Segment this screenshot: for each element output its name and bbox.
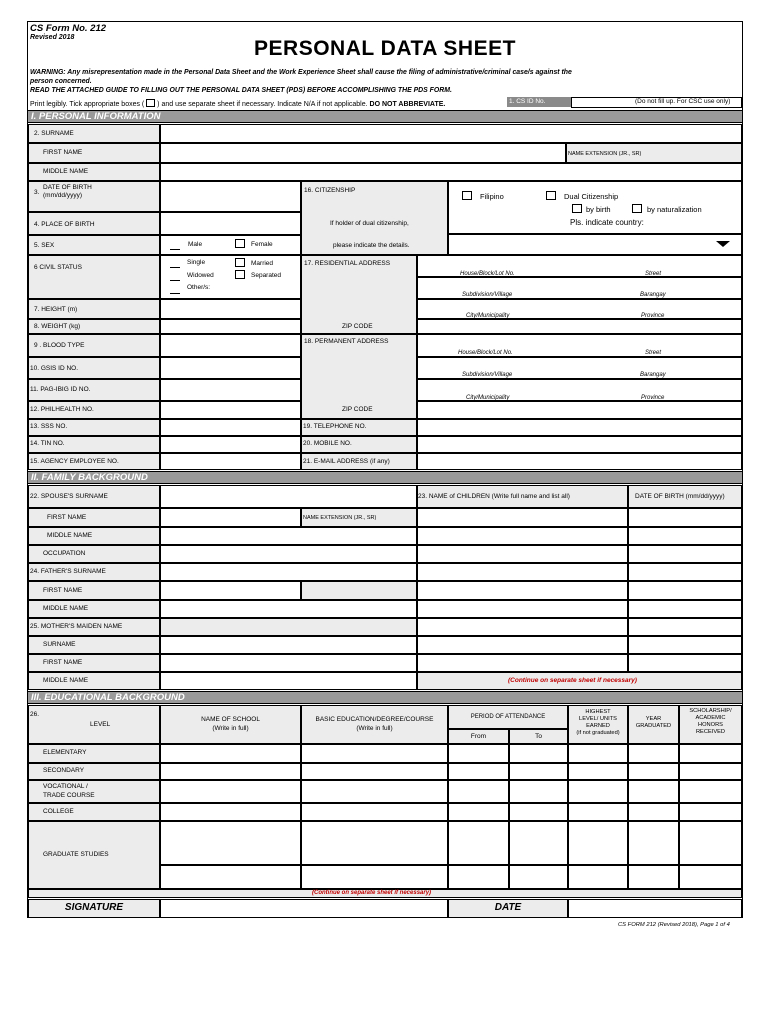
separated-checkbox[interactable] <box>235 270 245 279</box>
course-header-label: BASIC EDUCATION/DEGREE/COURSE <box>315 716 434 723</box>
education-elementary-field[interactable] <box>160 744 301 763</box>
res-subd-caption: Subdivision/Village <box>462 292 513 298</box>
education-graduate-studies-field[interactable] <box>679 821 742 865</box>
child-dob-field[interactable] <box>628 636 742 654</box>
tin-label: 14. TIN NO. <box>30 440 65 447</box>
tick-sample-checkbox <box>146 99 155 107</box>
pob-label: 4. PLACE OF BIRTH <box>34 221 95 228</box>
res-zip-field[interactable] <box>417 319 742 334</box>
sss-label: 13. SSS NO. <box>30 423 68 430</box>
gsis-field[interactable] <box>160 357 301 379</box>
chevron-down-icon[interactable] <box>716 241 730 247</box>
education-secondary-field[interactable] <box>509 763 568 780</box>
father-first-label: FIRST NAME <box>43 587 83 594</box>
pagibig-label: 11. PAG-IBIG ID NO. <box>30 386 91 393</box>
education-college-field[interactable] <box>628 803 679 821</box>
child-dob-field[interactable] <box>628 654 742 672</box>
mobile-field[interactable] <box>417 436 742 453</box>
education-graduate-studies-field[interactable] <box>448 821 509 865</box>
education-number: 26. <box>30 711 40 718</box>
dual-citizenship-label: Dual Citizenship <box>564 192 619 201</box>
education-vocational-field[interactable] <box>509 780 568 803</box>
signature-label: SIGNATURE <box>64 902 124 913</box>
education-college-field[interactable] <box>509 803 568 821</box>
permanent-zip-label: ZIP CODE <box>342 406 373 413</box>
res-city-caption: City/Municipality <box>466 313 510 319</box>
highest-header-line-4: (if not graduated) <box>576 730 620 736</box>
blood-type-field[interactable] <box>160 334 301 357</box>
cs-id-label: 1. CS ID No. <box>507 97 571 107</box>
first-name-label: FIRST NAME <box>43 149 83 156</box>
child-dob-field[interactable] <box>628 563 742 581</box>
school-header-note: (Write in full) <box>212 725 249 732</box>
by-birth-label: by birth <box>586 205 611 214</box>
occupation-field[interactable] <box>160 545 417 563</box>
civil-status-label-cell <box>28 255 160 299</box>
father-middle-field[interactable] <box>160 600 417 618</box>
education-elementary-field[interactable] <box>448 744 509 763</box>
education-vocational-field[interactable] <box>679 780 742 803</box>
education-secondary-field[interactable] <box>448 763 509 780</box>
email-field[interactable] <box>417 453 742 470</box>
perm-street-caption: Street <box>645 350 662 356</box>
education-graduate-studies-field[interactable] <box>568 865 628 889</box>
mother-surname-field[interactable] <box>160 636 417 654</box>
father-first-field[interactable] <box>160 581 301 600</box>
filipino-label: Filipino <box>480 192 504 201</box>
page-title: PERSONAL DATA SHEET <box>254 37 516 60</box>
education-college-field[interactable] <box>448 803 509 821</box>
warning-line-1: WARNING: Any misrepresentation made in the Personal Data Sheet and the Work Experience Sheet shall cause the filing of administrative/criminal case/s against the <box>30 69 572 76</box>
perm-province-caption: Province <box>641 395 665 401</box>
date-field[interactable] <box>568 899 742 918</box>
spouse-first-label: FIRST NAME <box>47 514 87 521</box>
father-surname-label: 24. FATHER'S SURNAME <box>30 568 106 575</box>
female-checkbox[interactable] <box>235 239 245 248</box>
res-house-caption: House/Block/Lot No. <box>460 271 515 277</box>
child-name-field[interactable] <box>417 636 628 654</box>
education-vocational-field[interactable] <box>160 780 301 803</box>
by-birth-checkbox[interactable] <box>572 204 582 213</box>
scholarship-header-line-4: RECEIVED <box>695 729 726 735</box>
education-elementary-field[interactable] <box>568 744 628 763</box>
print-instructions-b: ) and use separate sheet if necessary. Indicate N/A if not applicable. <box>157 101 368 108</box>
education-vocational-field[interactable] <box>568 780 628 803</box>
sss-field[interactable] <box>160 419 301 436</box>
mother-surname-label: SURNAME <box>43 641 76 648</box>
middle-name-field[interactable] <box>160 163 742 181</box>
mother-maiden-label: 25. MOTHER'S MAIDEN NAME <box>30 623 123 630</box>
signature-field[interactable] <box>160 899 448 918</box>
middle-name-label: MIDDLE NAME <box>43 168 89 175</box>
section-personal-information: I. PERSONAL INFORMATION <box>28 110 742 123</box>
education-level-vocational-label: VOCATIONAL / <box>43 782 88 790</box>
date-label: DATE <box>494 902 522 913</box>
by-naturalization-checkbox[interactable] <box>632 204 642 213</box>
education-graduate-studies-field[interactable] <box>160 821 301 865</box>
form-revised: Revised 2018 <box>30 34 75 41</box>
perm-zip-field[interactable] <box>417 401 742 419</box>
child-name-field[interactable] <box>417 545 628 563</box>
dob-label: DATE OF BIRTH <box>43 184 92 191</box>
education-graduate-studies-field[interactable] <box>301 865 448 889</box>
read-guide: READ THE ATTACHED GUIDE TO FILLING OUT THE PERSONAL DATA SHEET (PDS) BEFORE ACCOMPLISHING THE PDS FORM. <box>30 87 452 94</box>
telephone-field[interactable] <box>417 419 742 436</box>
period-header-label: PERIOD OF ATTENDANCE <box>470 714 546 720</box>
education-elementary-field[interactable] <box>628 744 679 763</box>
single-checkbox[interactable] <box>170 267 180 268</box>
education-graduate-studies-field[interactable] <box>679 865 742 889</box>
spouse-surname-field[interactable] <box>160 485 417 508</box>
occupation-label: OCCUPATION <box>43 550 86 557</box>
res-street-caption: Street <box>645 271 662 277</box>
widowed-label: Widowed <box>187 272 214 279</box>
father-surname-field[interactable] <box>160 563 417 581</box>
married-label: Married <box>251 260 274 267</box>
child-name-field[interactable] <box>417 600 628 618</box>
spouse-first-field[interactable] <box>160 508 301 527</box>
sex-field <box>160 235 301 255</box>
email-label: 21. E-MAIL ADDRESS (if any) <box>303 458 390 465</box>
education-graduate-studies-field[interactable] <box>301 821 448 865</box>
mother-first-field[interactable] <box>160 654 417 672</box>
residential-zip-label: ZIP CODE <box>342 323 373 330</box>
education-secondary-field[interactable] <box>679 763 742 780</box>
education-elementary-field[interactable] <box>679 744 742 763</box>
gsis-label: 10. GSIS ID NO. <box>30 365 79 372</box>
widowed-checkbox[interactable] <box>170 280 180 281</box>
year-graduated-header-line-2: GRADUATED <box>635 723 672 729</box>
agency-employee-field[interactable] <box>160 453 301 470</box>
to-header-label: To <box>535 733 542 740</box>
mother-middle-label: MIDDLE NAME <box>43 677 89 684</box>
scholarship-header-line-3: HONORS <box>698 722 723 728</box>
pagibig-field[interactable] <box>160 379 301 401</box>
filipino-checkbox[interactable] <box>462 191 472 200</box>
from-header-label: From <box>470 733 487 740</box>
dual-citizenship-checkbox[interactable] <box>546 191 556 200</box>
education-secondary-field[interactable] <box>301 763 448 780</box>
separated-label: Separated <box>251 272 281 279</box>
pob-field[interactable] <box>160 212 301 235</box>
telephone-label: 19. TELEPHONE NO. <box>303 423 367 430</box>
child-dob-field[interactable] <box>628 618 742 636</box>
dob-field[interactable] <box>160 181 301 212</box>
warning-text <box>30 68 740 86</box>
form-number: CS Form No. 212 <box>30 23 107 34</box>
education-level-graduate-studies-label: GRADUATE STUDIES <box>43 850 109 858</box>
child-dob-field[interactable] <box>628 508 742 527</box>
education-continue-note: (Continue on separate sheet if necessary) <box>312 890 432 896</box>
section-educational-background: III. EDUCATIONAL BACKGROUND <box>28 691 742 704</box>
indicate-country-label: Pls. indicate country: <box>570 218 644 227</box>
perm-subd-caption: Subdivision/Village <box>462 372 513 378</box>
children-dob-label: DATE OF BIRTH (mm/dd/yyyy) <box>635 493 725 500</box>
country-dropdown[interactable] <box>448 234 742 255</box>
education-elementary-field[interactable] <box>301 744 448 763</box>
first-name-field[interactable] <box>160 143 566 163</box>
warning-line-2: person concerned. <box>30 78 92 85</box>
others-checkbox[interactable] <box>170 293 180 294</box>
education-elementary-field[interactable] <box>509 744 568 763</box>
spouse-middle-label: MIDDLE NAME <box>47 532 93 539</box>
education-graduate-studies-field[interactable] <box>160 865 301 889</box>
education-level-college-label: COLLEGE <box>43 807 74 815</box>
sex-label: 5. SEX <box>34 242 55 249</box>
by-naturalization-label: by naturalization <box>647 205 702 214</box>
mother-maiden-field <box>160 618 417 636</box>
height-label: 7. HEIGHT (m) <box>34 306 78 313</box>
dual-indicate-note: please indicate the details. <box>333 242 410 249</box>
surname-label: 2. SURNAME <box>34 130 74 137</box>
married-checkbox[interactable] <box>235 258 245 267</box>
residential-address-label: 17. RESIDENTIAL ADDRESS <box>304 260 391 267</box>
education-graduate-studies-field[interactable] <box>509 865 568 889</box>
perm-house-caption: House/Block/Lot No. <box>458 350 513 356</box>
csc-use-only: (Do not fill up. For CSC use only) <box>635 98 731 105</box>
section-family-background: II. FAMILY BACKGROUND <box>28 471 742 484</box>
scholarship-header-line-1: SCHOLARSHIP/ <box>689 708 732 714</box>
mother-first-label: FIRST NAME <box>43 659 83 666</box>
weight-label: 8. WEIGHT (kg) <box>34 323 81 330</box>
philhealth-label: 12. PHILHEALTH NO. <box>30 406 94 413</box>
child-dob-field[interactable] <box>628 545 742 563</box>
dual-holder-note: If holder of dual citizenship, <box>330 220 409 227</box>
child-name-field[interactable] <box>417 563 628 581</box>
child-dob-field[interactable] <box>628 581 742 600</box>
no-abbreviate: DO NOT ABBREVIATE. <box>369 101 446 108</box>
scholarship-header-line-2: ACADEMIC <box>695 715 726 721</box>
name-extension-label: NAME EXTENSION (JR., SR) <box>568 151 642 157</box>
children-continue-note: (Continue on separate sheet if necessary) <box>508 677 637 684</box>
highest-header-line-3: EARNED <box>586 723 610 729</box>
father-middle-label: MIDDLE NAME <box>43 605 89 612</box>
perm-barangay-caption: Barangay <box>640 372 666 378</box>
education-graduate-studies-field[interactable] <box>448 865 509 889</box>
res-barangay-caption: Barangay <box>640 292 666 298</box>
male-checkbox[interactable] <box>170 249 180 250</box>
education-college-field[interactable] <box>301 803 448 821</box>
child-name-field[interactable] <box>417 508 628 527</box>
education-level-secondary-label: SECONDARY <box>43 767 85 774</box>
education-vocational-field[interactable] <box>628 780 679 803</box>
single-label: Single <box>187 259 206 266</box>
mother-middle-field[interactable] <box>160 672 417 690</box>
education-college-field[interactable] <box>568 803 628 821</box>
child-name-field[interactable] <box>417 581 628 600</box>
education-college-field[interactable] <box>679 803 742 821</box>
child-dob-field[interactable] <box>628 600 742 618</box>
tin-field[interactable] <box>160 436 301 453</box>
agency-employee-label: 15. AGENCY EMPLOYEE NO. <box>30 458 119 465</box>
citizenship-label: 16. CITIZENSHIP <box>304 187 356 194</box>
education-vocational-field[interactable] <box>448 780 509 803</box>
page-footer: CS FORM 212 (Revised 2018), Page 1 of 4 <box>618 922 730 928</box>
education-graduate-studies-field[interactable] <box>628 865 679 889</box>
education-secondary-field[interactable] <box>628 763 679 780</box>
child-name-field[interactable] <box>417 527 628 545</box>
spouse-surname-label: 22. SPOUSE'S SURNAME <box>30 493 108 500</box>
weight-field[interactable] <box>160 319 301 334</box>
civil-status-label: 6 CIVIL STATUS <box>34 264 82 271</box>
education-level-vocational-label: TRADE COURSE <box>43 791 95 799</box>
education-vocational-field[interactable] <box>301 780 448 803</box>
year-graduated-header-line-1: YEAR <box>645 716 662 722</box>
perm-city-caption: City/Municipality <box>466 395 510 401</box>
blood-type-label: 9 . BLOOD TYPE <box>34 342 85 349</box>
spouse-middle-field[interactable] <box>160 527 417 545</box>
female-label: Female <box>251 241 273 248</box>
education-secondary-field[interactable] <box>568 763 628 780</box>
philhealth-field[interactable] <box>160 401 301 419</box>
dob-number: 3. <box>34 189 40 196</box>
education-graduate-studies-field[interactable] <box>628 821 679 865</box>
children-name-label: 23. NAME of CHILDREN (Write full name and list all) <box>418 493 570 500</box>
school-header-label: NAME OF SCHOOL <box>201 716 260 723</box>
course-header-note: (Write in full) <box>356 725 393 732</box>
highest-header-line-2: LEVEL/ UNITS <box>579 716 617 722</box>
spouse-name-extension-label: NAME EXTENSION (JR., SR) <box>303 515 377 521</box>
permanent-address-label: 18. PERMANENT ADDRESS <box>304 338 389 345</box>
highest-header-line-1: HIGHEST <box>585 709 611 715</box>
dob-format: (mm/dd/yyyy) <box>43 192 82 199</box>
education-secondary-field[interactable] <box>160 763 301 780</box>
child-name-field[interactable] <box>417 654 628 672</box>
level-header-label: LEVEL <box>90 721 111 728</box>
print-instructions <box>30 98 445 109</box>
education-level-elementary-label: ELEMENTARY <box>43 749 87 756</box>
others-label: Other/s: <box>187 284 211 291</box>
height-field[interactable] <box>160 299 301 319</box>
male-label: Male <box>188 241 203 248</box>
mobile-label: 20. MOBILE NO. <box>303 440 352 447</box>
child-name-field[interactable] <box>417 618 628 636</box>
education-graduate-studies-field[interactable] <box>568 821 628 865</box>
res-province-caption: Province <box>641 313 665 319</box>
father-name-extension-field[interactable] <box>301 581 417 600</box>
education-graduate-studies-field[interactable] <box>509 821 568 865</box>
education-college-field[interactable] <box>160 803 301 821</box>
surname-field[interactable] <box>160 124 742 143</box>
child-dob-field[interactable] <box>628 527 742 545</box>
print-instructions-a: Print legibly. Tick appropriate boxes ( <box>30 101 145 108</box>
